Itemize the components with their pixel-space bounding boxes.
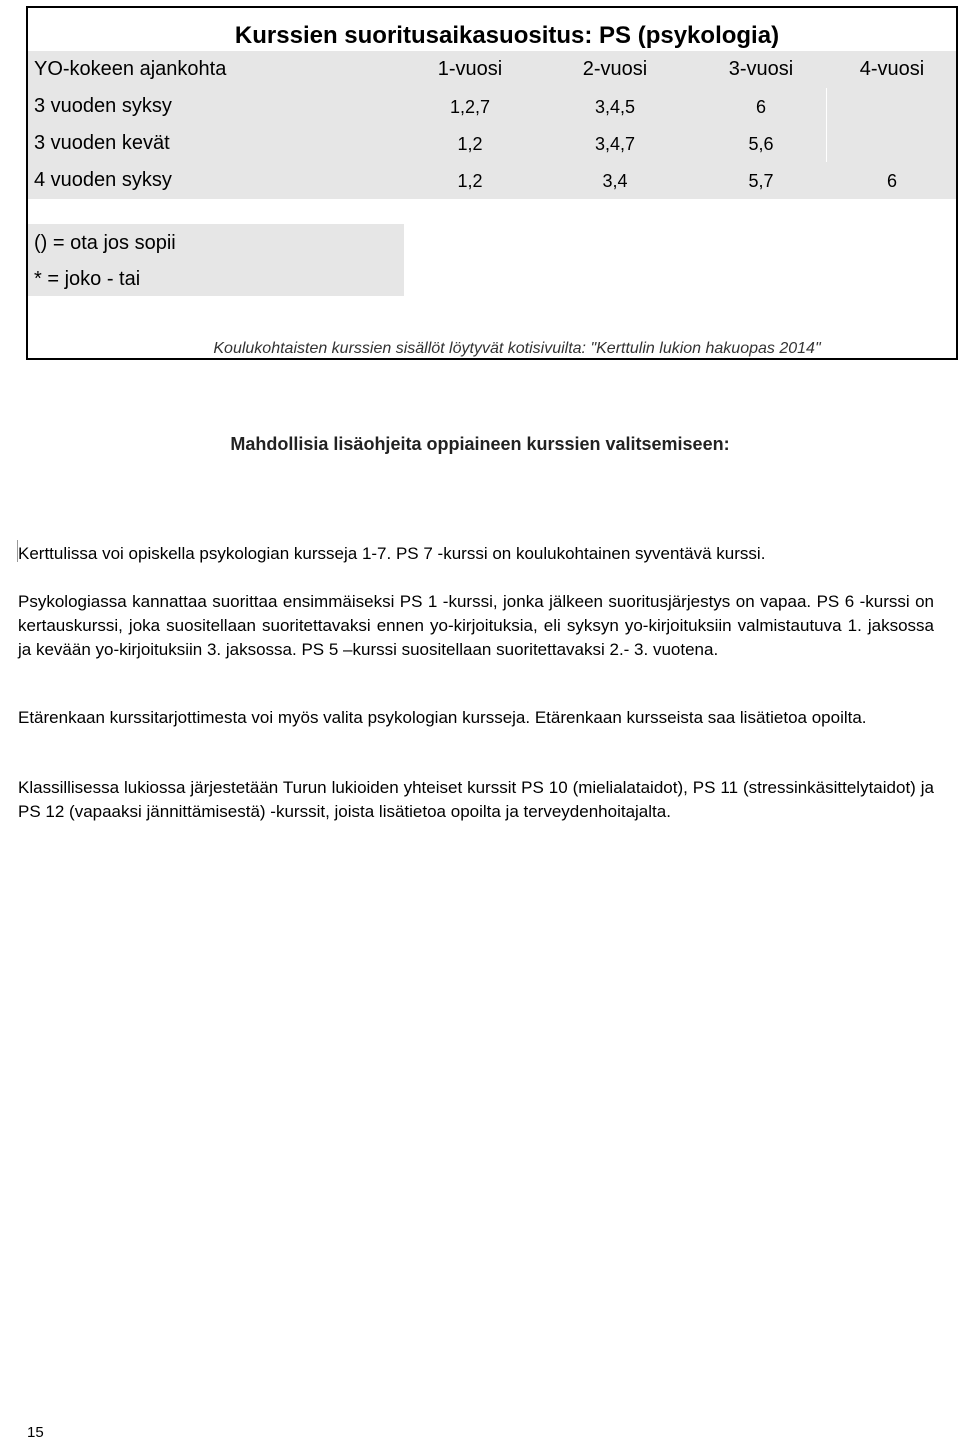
table-header-4-vuosi: 4-vuosi xyxy=(859,58,925,80)
table-header-1-vuosi: 1-vuosi xyxy=(437,58,503,80)
table-cell: 5,6 xyxy=(748,134,774,154)
legend-either: * = joko - tai xyxy=(34,268,141,290)
table-cell: 1,2 xyxy=(457,171,483,191)
table-header-2-vuosi: 2-vuosi xyxy=(582,58,648,80)
table-cell: 6 xyxy=(755,97,766,117)
row-label: 3 vuoden kevät xyxy=(34,132,170,154)
paragraph-order: Psykologiassa kannattaa suorittaa ensimmäiseksi PS 1 -kurssi, jonka jälkeen suoritusjärjestys on vapaa. PS 6 -kurssi on kertauskurssi, joka suositellaan suoritettavaksi ennen yo-kirjoituksia, eli syksyn yo-kirjoituksiin valmistautuva 1. jaksossa ja kevään yo-kirjoituksiin 3. jaksossa. PS 5 –kurssi suositellaan suoritettavaksi 2.- 3. vuotena. xyxy=(18,592,934,659)
page-title: Kurssien suoritusaikasuositus: PS (psykologia) xyxy=(234,22,780,49)
column-divider xyxy=(826,88,827,125)
table-cell: 3,4,7 xyxy=(594,134,636,154)
table-cell: 1,2,7 xyxy=(449,97,491,117)
schedule-frame xyxy=(26,6,958,360)
page-number: 15 xyxy=(27,1424,44,1441)
table-row xyxy=(28,125,956,162)
table-cell: 1,2 xyxy=(457,134,483,154)
legend-optional: () = ota jos sopii xyxy=(34,232,176,254)
table-header-row xyxy=(28,51,956,88)
table-header-label: YO-kokeen ajankohta xyxy=(34,58,227,80)
legend-box xyxy=(28,224,404,296)
paragraph-joint-courses: Klassillisessa lukiossa järjestetään Turun lukioiden yhteiset kurssit PS 10 (mielialataidot), PS 11 (stressinkäsittelytaidot) ja PS 12 (vapaaksi jännittämisestä) -kurssit, joista lisätietoa opoilta ja terveydenhoitajalta. xyxy=(18,778,934,821)
course-content-note: Koulukohtaisten kurssien sisällöt löytyvät kotisivuilta: "Kerttulin lukion hakuopas 2014" xyxy=(213,340,821,357)
column-divider xyxy=(826,125,827,162)
table-header-3-vuosi: 3-vuosi xyxy=(728,58,794,80)
table-row xyxy=(28,88,956,125)
paragraph-courses: Kerttulissa voi opiskella psykologian kursseja 1-7. PS 7 -kurssi on koulukohtainen syventävä kurssi. xyxy=(18,544,766,563)
section-heading: Mahdollisia lisäohjeita oppiaineen kurssien valitsemiseen: xyxy=(230,434,730,454)
table-cell: 3,4,5 xyxy=(594,97,636,117)
table-cell: 5,7 xyxy=(748,171,774,191)
table-row xyxy=(28,162,956,199)
table-cell: 3,4 xyxy=(602,171,628,191)
row-label: 3 vuoden syksy xyxy=(34,95,172,117)
row-label: 4 vuoden syksy xyxy=(34,169,172,191)
paragraph-distance: Etärenkaan kurssitarjottimesta voi myös valita psykologian kursseja. Etärenkaan kursseista saa lisätietoa opoilta. xyxy=(18,708,867,727)
table-cell: 6 xyxy=(886,171,897,191)
